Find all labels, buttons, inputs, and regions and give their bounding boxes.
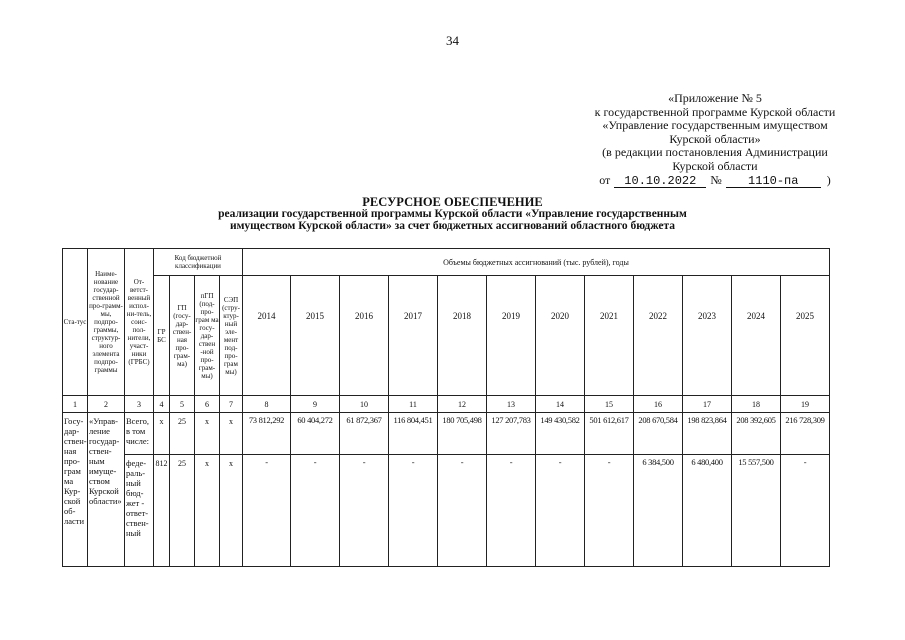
row-value: -: [781, 455, 830, 567]
row-value: 208 670,584: [634, 413, 683, 455]
row-grbs: х: [154, 413, 170, 455]
row-value: 149 430,582: [536, 413, 585, 455]
from-label: от: [599, 173, 611, 187]
column-index: 19: [781, 396, 830, 413]
row-value: -: [487, 455, 536, 567]
row-sep: х: [220, 455, 243, 567]
row-value: 6 480,400: [683, 455, 732, 567]
subtitle-line: реализации государственной программы Курской области «Управление государственным: [218, 208, 687, 220]
header-status: Ста-тус: [63, 249, 88, 396]
appendix-line: Курской области»: [669, 131, 761, 146]
appendix-block: [565, 92, 865, 188]
row-value: -: [438, 455, 487, 567]
row-responsible: Всего, в том числе:: [125, 413, 154, 455]
header-responsible: От-ветст-венный испол-ни-тель, соис-пол-нители, участ-ники (ГРБС): [125, 249, 154, 396]
row-value: -: [340, 455, 389, 567]
row-value: 198 823,864: [683, 413, 732, 455]
row-value: 208 392,605: [732, 413, 781, 455]
column-index: 14: [536, 396, 585, 413]
header-year: 2014: [243, 276, 291, 396]
row-responsible: феде-раль-ный бюд-жет - ответ-ствен-ный: [125, 455, 154, 567]
row-value: -: [291, 455, 340, 567]
row-value: 180 705,498: [438, 413, 487, 455]
appendix-line: Курской области: [672, 158, 758, 173]
column-index: 6: [195, 396, 220, 413]
number-label: №: [710, 173, 722, 187]
row-value: 60 404,272: [291, 413, 340, 455]
column-index-row: [63, 396, 830, 413]
row-value: 501 612,617: [585, 413, 634, 455]
header-budget-code: Код бюджетной классификации: [154, 249, 243, 276]
row-grbs: 812: [154, 455, 170, 567]
column-index: 3: [125, 396, 154, 413]
header-pgp: пГП (под-про-грам ма госу-дар-ствен -ной про-грам-мы): [195, 276, 220, 396]
header-grbs: ГР БС: [154, 276, 170, 396]
column-index: 17: [683, 396, 732, 413]
header-name: Наиме-нование государ-ственной про-грамм-мы, подпро-граммы, структур-ного элемента подпро-граммы: [88, 249, 125, 396]
appendix-line: «Приложение № 5: [668, 91, 762, 105]
column-index: 9: [291, 396, 340, 413]
row-name: «Управ-ление государ-ствен-ным имуще-ством Курской области»: [88, 413, 125, 567]
column-index: 4: [154, 396, 170, 413]
column-index: 12: [438, 396, 487, 413]
appendix-dateline: [565, 174, 865, 188]
header-year: 2024: [732, 276, 781, 396]
row-value: 6 384,500: [634, 455, 683, 567]
header-year: 2016: [340, 276, 389, 396]
column-index: 15: [585, 396, 634, 413]
header-year: 2019: [487, 276, 536, 396]
header-year: 2025: [781, 276, 830, 396]
close-paren: ): [826, 173, 831, 187]
page-number: 34: [446, 33, 459, 48]
header-year: 2015: [291, 276, 340, 396]
row-value: 61 872,367: [340, 413, 389, 455]
table-row: [63, 455, 830, 567]
header-year: 2023: [683, 276, 732, 396]
row-value: 73 812,292: [243, 413, 291, 455]
column-index: 7: [220, 396, 243, 413]
row-pgp: х: [195, 413, 220, 455]
resolution-date: 10.10.2022: [614, 175, 706, 188]
column-index: 5: [170, 396, 195, 413]
column-index: 11: [389, 396, 438, 413]
header-sep: СЭП (стру-ктур-ный эле-мент под-про-грам мы): [220, 276, 243, 396]
subtitle-line: имуществом Курской области» за счет бюджетных ассигнований областного бюджета: [229, 220, 676, 232]
column-index: 18: [732, 396, 781, 413]
document-title: РЕСУРСНОЕ ОБЕСПЕЧЕНИЕ: [362, 195, 543, 209]
header-year: 2020: [536, 276, 585, 396]
row-value: -: [243, 455, 291, 567]
header-year: 2018: [438, 276, 487, 396]
column-index: 10: [340, 396, 389, 413]
header-year: 2017: [389, 276, 438, 396]
row-gp: 25: [170, 455, 195, 567]
row-status: Госу-дар-ствен-ная про-грам ма Кур-ской об-ласти: [63, 413, 88, 567]
document-subtitle: [0, 208, 905, 232]
appendix-line: (в редакции постановления Администрации: [602, 145, 828, 159]
column-index: 13: [487, 396, 536, 413]
resolution-number: 1110-па: [726, 175, 821, 188]
appendix-line: к государственной программе Курской области: [594, 104, 836, 119]
row-value: -: [389, 455, 438, 567]
row-value: 127 207,783: [487, 413, 536, 455]
row-value: 15 557,500: [732, 455, 781, 567]
row-value: 116 804,451: [389, 413, 438, 455]
header-gp: ГП (госу-дар-ствен-ная про-грам-ма): [170, 276, 195, 396]
appendix-line: «Управление государственным имуществом: [602, 118, 828, 132]
row-gp: 25: [170, 413, 195, 455]
column-index: 2: [88, 396, 125, 413]
column-index: 1: [63, 396, 88, 413]
header-volumes: Объемы бюджетных ассигнований (тыс. рублей), годы: [243, 249, 830, 276]
table-row: [63, 413, 830, 455]
column-index: 8: [243, 396, 291, 413]
row-value: -: [585, 455, 634, 567]
row-sep: х: [220, 413, 243, 455]
header-year: 2021: [585, 276, 634, 396]
row-value: 216 728,309: [781, 413, 830, 455]
column-index: 16: [634, 396, 683, 413]
resource-table: [62, 248, 830, 567]
row-value: -: [536, 455, 585, 567]
header-year: 2022: [634, 276, 683, 396]
row-pgp: х: [195, 455, 220, 567]
